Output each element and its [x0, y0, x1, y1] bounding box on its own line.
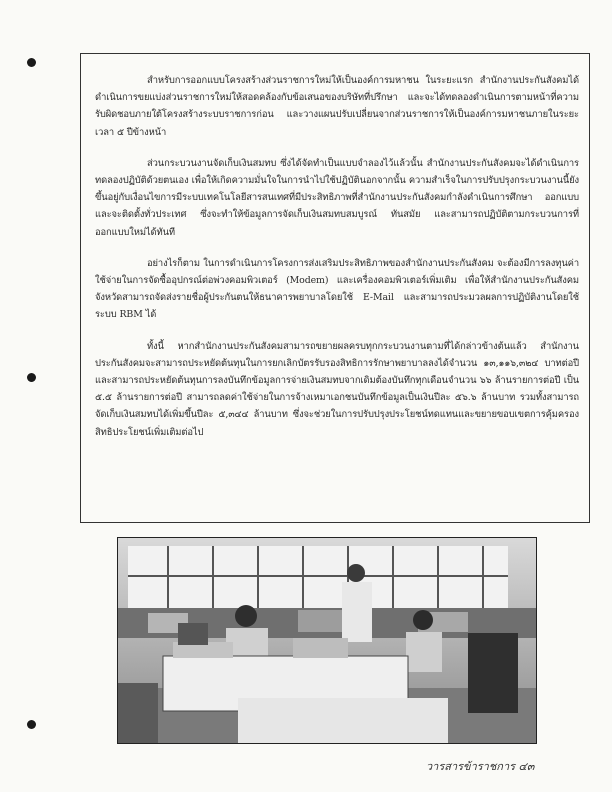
- paragraph-4: [95, 338, 579, 441]
- punch-hole-bottom: [27, 720, 36, 729]
- office-photo: [117, 537, 537, 744]
- article-text-box: [80, 53, 590, 523]
- punch-hole-top: [27, 58, 36, 67]
- paragraph-3: [95, 255, 579, 324]
- paragraph-1-text: สำหรับการออกแบบโครงสร้างส่วนราชการใหม่ให้เป็นองค์การมหาชน ในระยะแรก สำนักงานประกันสังคมได้ดำเนินการขยแบ่งส่วนราชการใหม่ให้สอดคล้องกับข้อเสนอของบริษัทที่ปรึกษา และจะได้ทดลองดำเนินการตามหน้าที่ความรับผิดชอบภายใต้โครงสร้างระบบราชการก่อน และวางแผนปรับเปลี่ยนจากส่วนราชการให้เป็นองค์การมหาชนภายในระยะเวลา ๕ ปีข้างหน้า: [95, 75, 579, 138]
- paragraph-2-text: ส่วนกระบวนงานจัดเก็บเงินสมทบ ซึ่งได้จัดทำเป็นแบบจำลองไว้แล้วนั้น สำนักงานประกันสังคมจะได้ดำเนินการทดลองปฏิบัติด้วยตนเอง เพื่อให้เกิดความมั่นใจในการนำไปใช้ปฏิบัตินอกจากนั้น ความสำเร็จในการปรับปรุงกระบวนงานนี้ยังขึ้นอยู่กับเงื่อนไขการมีระบบเทคโนโลยีสารสนเทศที่มีประสิทธิภาพที่สำนักงานประกันสังคมกำลังดำเนินการศึกษา ออกแบบ และจะติดตั้งทั่วประเทศ ซึ่งจะทำให้ข้อมูลการจัดเก็บเงินสมทบสมบูรณ์ ทันสมัย และสามารถปฏิบัติตามกระบวนการที่ออกแบบใหม่ได้ทันที: [95, 157, 579, 238]
- paragraph-2: [95, 155, 579, 241]
- punch-hole-middle: [27, 373, 36, 382]
- paragraph-3-text: อย่างไรก็ตาม ในการดำเนินการโครงการส่งเสริมประสิทธิภาพของสำนักงานประกันสังคม จะต้องมีการลงทุนค่าใช้จ่ายในการจัดซื้ออุปกรณ์ต่อพ่วงคอมพิวเตอร์ (Modem) และเครื่องคอมพิวเตอร์เพิ่มเติม เพื่อให้สำนักงานประกันสังคมจังหวัดสามารถจัดส่งรายชื่อผู้ประกันตนให้ธนาคารพยาบาลโดยใช้ E-Mail และสามารถประมวลผลการปฏิบัติงานโดยใช้ระบบ RBM ได้: [95, 257, 579, 321]
- paragraph-4-text: ทั้งนี้ หากสำนักงานประกันสังคมสามารถขยายผลครบทุกกระบวนงานตามที่ได้กล่าวข้างต้นแล้ว สำนักงานประกันสังคมจะสามารถประหยัดต้นทุนในการยกเลิกบัตรรับรองสิทธิการรักษาพยาบาลลงได้จำนวน ๑๓,๑๑๖,๓๒๔ บาทต่อปี และสามารถประหยัดต้นทุนการลงบันทึกข้อมูลการจ่ายเงินสมทบจากเดิมต้องบันทึกทุกเดือนจำนวน ๖๖ ล้านรายการต่อปี เป็น ๕.๕ ล้านรายการต่อปี สามารถลดค่าใช้จ่ายในการจ้างเหมาเอกชนบันทึกข้อมูลเป็นเงินปีละ ๕๖.๖ ล้านบาท รวมทั้งสามารถจัดเก็บเงินสมทบได้เพิ่มขึ้นปีละ ๕,๓๔๔ ล้านบาท ซึ่งจะช่วยในการปรับปรุงประโยชน์ทดแทนและขยายขอบเขตการคุ้มครองสิทธิประโยชน์เพิ่มเติมต่อไป: [95, 340, 579, 438]
- paragraph-1: [95, 72, 579, 141]
- page-footer: วารสารข้าราชการ ๔๓: [426, 760, 535, 773]
- office-photo-image: [118, 538, 536, 743]
